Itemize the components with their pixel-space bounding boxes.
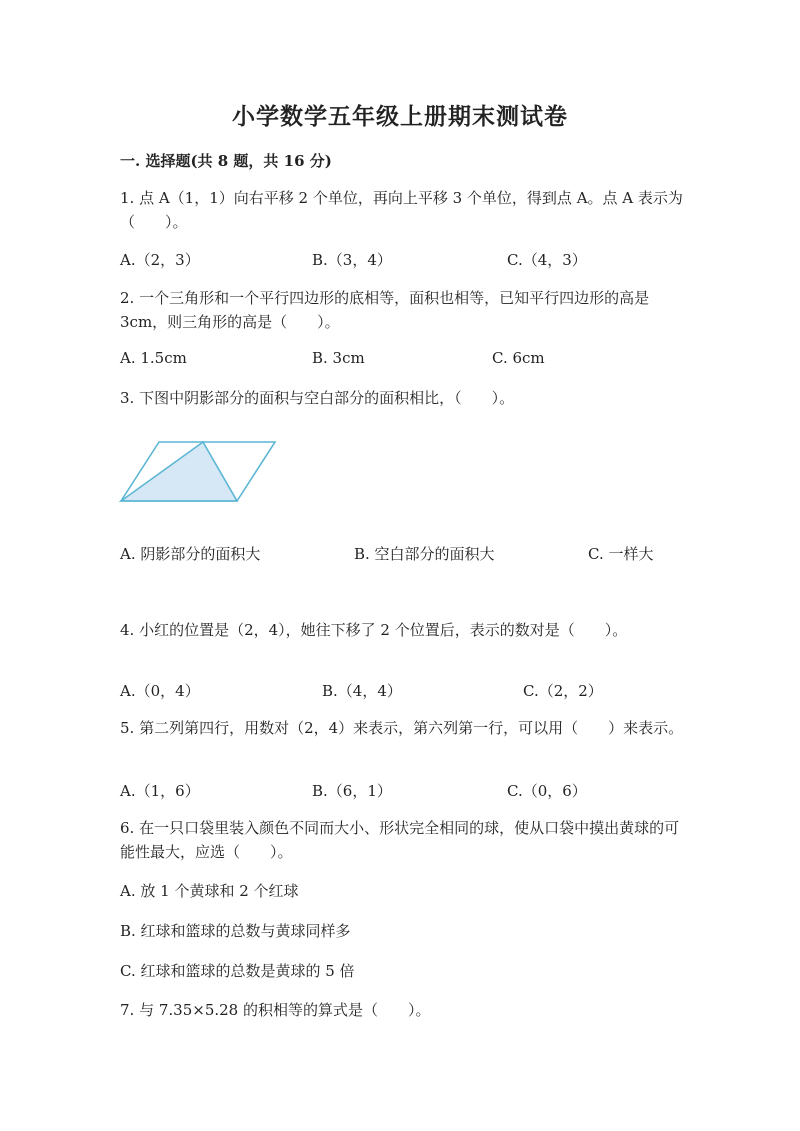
q4-option-c: C.（2，2） [523, 682, 603, 700]
q5-option-b: B.（6，1） [312, 782, 392, 800]
page-title: 小学数学五年级上册期末测试卷 [232, 103, 568, 130]
q4-option-b: B.（4，4） [322, 682, 402, 700]
q5-option-c: C.（0，6） [507, 782, 587, 800]
q2-option-b: B. 3cm [312, 349, 365, 367]
q6-option-c: C. 红球和篮球的总数是黄球的 5 倍 [120, 962, 355, 980]
q3-option-a: A. 阴影部分的面积大 [120, 545, 261, 563]
q1-option-c: C.（4，3） [507, 251, 587, 269]
q5-option-a: A.（1，6） [120, 782, 200, 800]
q3-option-c: C. 一样大 [588, 545, 654, 563]
question-1: 1. 点 A（1，1）向右平移 2 个单位，再向上平移 3 个单位，得到点 A。点 A 表示为（ ）。 [120, 189, 683, 231]
q6-option-b: B. 红球和篮球的总数与黄球同样多 [120, 922, 351, 940]
q1-option-a: A.（2，3） [120, 251, 200, 269]
question-2: 2. 一个三角形和一个平行四边形的底相等，面积也相等，已知平行四边形的高是 3cm，则三角形的高是（ ）。 [120, 289, 650, 331]
q2-option-a: A. 1.5cm [120, 349, 187, 367]
question-3: 3. 下图中阴影部分的面积与空白部分的面积相比，（ ）。 [120, 389, 515, 407]
q6-option-a: A. 放 1 个黄球和 2 个红球 [120, 882, 299, 900]
question-6: 6. 在一只口袋里装入颜色不同而大小、形状完全相同的球，使从口袋中摸出黄球的可能性最大，应选（ ）。 [120, 819, 680, 861]
q3-option-b: B. 空白部分的面积大 [354, 545, 495, 563]
parallelogram-figure [118, 440, 278, 504]
q4-option-a: A.（0，4） [120, 682, 200, 700]
question-4: 4. 小红的位置是（2，4），她往下移了 2 个位置后，表示的数对是（ ）。 [120, 621, 628, 639]
question-5: 5. 第二列第四行，用数对（2，4）来表示，第六列第一行，可以用（ ）来表示。 [120, 719, 684, 737]
question-7: 7. 与 7.35×5.28 的积相等的算式是（ ）。 [120, 1001, 431, 1019]
q1-option-b: B.（3，4） [312, 251, 392, 269]
shaded-triangle [121, 442, 237, 501]
section-heading: 一. 选择题(共 8 题，共 16 分) [120, 152, 332, 170]
q2-option-c: C. 6cm [492, 349, 545, 367]
